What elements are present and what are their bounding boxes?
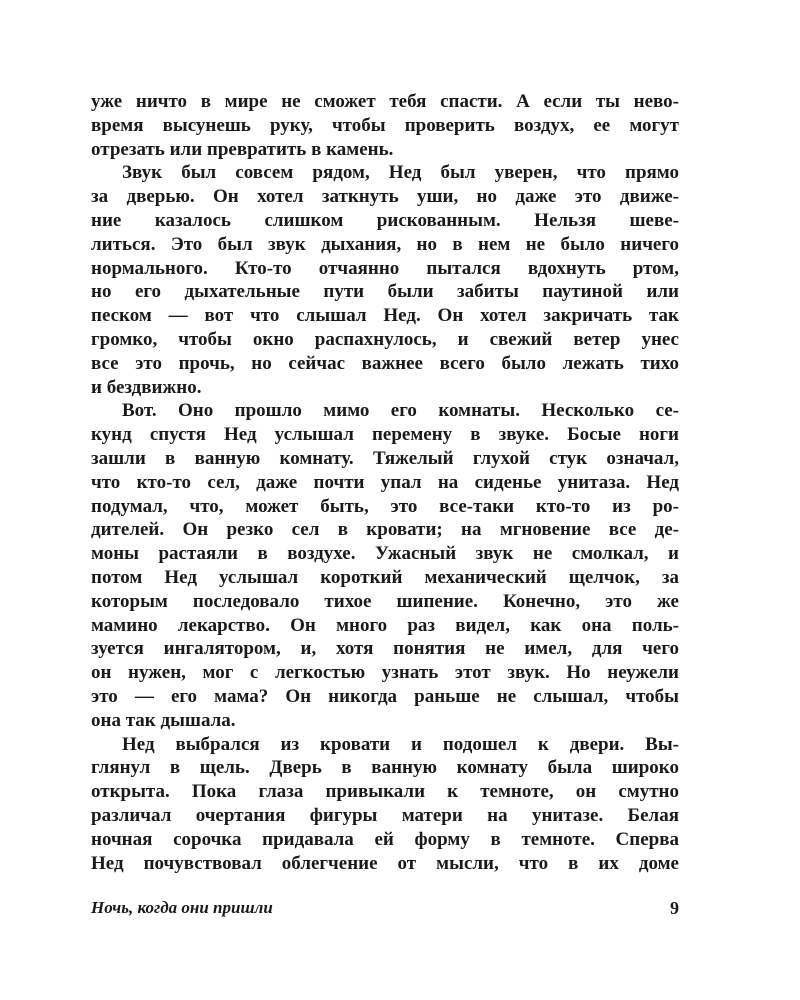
text-line: уже ничто в мире не сможет тебя спасти. А если ты нево- [91, 91, 679, 112]
text-line: различал очертания фигуры матери на унитазе. Белая [91, 804, 679, 826]
text-line: за дверью. Он хотел заткнуть уши, но даже это движе- [91, 186, 679, 208]
page-body-text [91, 90, 679, 875]
text-line: громко, чтобы окно распахнулось, и свежий ветер унес [91, 328, 679, 350]
text-line: потом Нед услышал короткий механический щелчок, за [91, 566, 679, 588]
page-number: 9 [670, 898, 679, 918]
text-line: но его дыхательные пути были забиты паутиной или [91, 281, 679, 303]
running-title: Ночь, когда они пришли [91, 898, 273, 917]
text-line: Нед выбрался из кровати и подошел к двери. Вы- [122, 733, 679, 755]
text-line: что кто-то сел, даже почти упал на сиденье унитаза. Нед [91, 471, 679, 493]
text-line: она так дышала. [91, 709, 236, 731]
text-line: которым последовало тихое шипение. Конечно, это же [91, 590, 679, 612]
text-line: кунд спустя Нед услышал перемену в звуке. Босые ноги [91, 424, 679, 446]
text-line: подумал, что, может быть, это все-таки кто-то из ро- [91, 495, 679, 517]
page-footer [91, 898, 679, 919]
text-line: отрезать или превратить в камень. [91, 138, 394, 160]
text-line: моны растаяли в воздухе. Ужасный звук не смолкал, и [91, 543, 679, 565]
text-line: ночная сорочка придавала ей форму в темноте. Сперва [91, 828, 679, 850]
text-line: ние казалось слишком рискованным. Нельзя шеве- [91, 209, 679, 231]
text-line: нормального. Кто-то отчаянно пытался вдохнуть ртом, [91, 257, 679, 279]
text-line: Звук был совсем рядом, Нед был уверен, что прямо [122, 162, 679, 184]
text-line: он нужен, мог с легкостью узнать этот звук. Но неужели [91, 662, 679, 684]
text-line: литься. Это был звук дыхания, но в нем не было ничего [91, 233, 679, 255]
text-line: все это прочь, но сейчас важнее всего было лежать тихо [91, 352, 679, 374]
text-line: зашли в ванную комнату. Тяжелый глухой стук означал, [91, 447, 679, 469]
text-line: время высунешь руку, чтобы проверить воздух, ее могут [91, 114, 679, 136]
text-line: Вот. Оно прошло мимо его комнаты. Несколько се- [122, 400, 679, 422]
text-line: это — его мама? Он никогда раньше не слышал, чтобы [91, 685, 679, 707]
text-line: зуется ингалятором, и, хотя понятия не имел, для чего [91, 638, 679, 660]
text-line: и бездвижно. [91, 376, 202, 398]
text-line: песком — вот что слышал Нед. Он хотел закричать так [91, 305, 679, 327]
text-line: мамино лекарство. Он много раз видел, как она поль- [91, 614, 679, 636]
text-line: Нед почувствовал облегчение от мысли, что в их доме [91, 852, 679, 874]
text-line: открыта. Пока глаза привыкали к темноте, он смутно [91, 781, 679, 803]
text-line: глянул в щель. Дверь в ванную комнату была широко [91, 757, 679, 779]
text-line: дителей. Он резко сел в кровати; на мгновение все де- [91, 519, 679, 541]
